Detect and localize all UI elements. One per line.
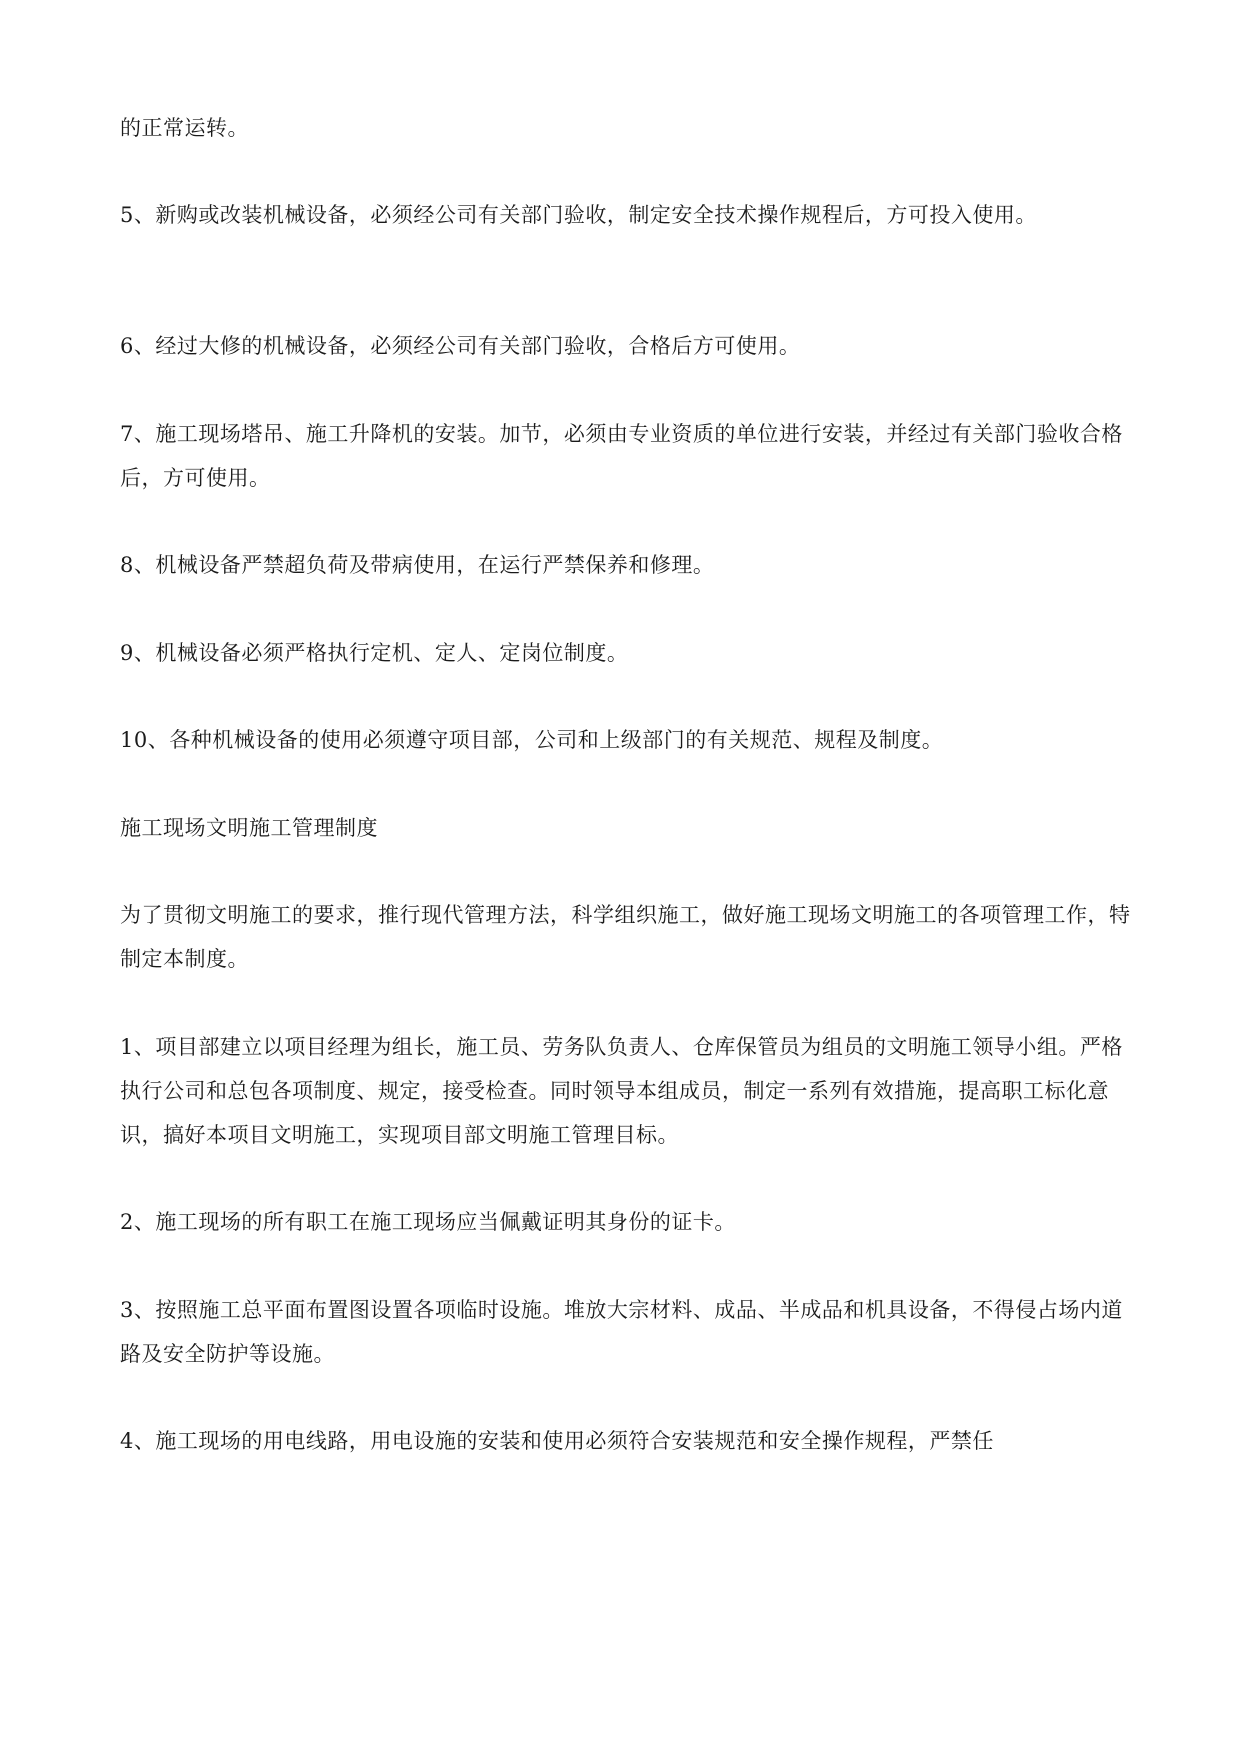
section-intro-paragraph: 为了贯彻文明施工的要求，推行现代管理方法，科学组织施工，做好施工现场文明施工的各项管理工作，特制定本制度。 xyxy=(120,903,1131,971)
section-item-3: 3、按照施工总平面布置图设置各项临时设施。堆放大宗材料、成品、半成品和机具设备，不得侵占场内道路及安全防护等设施。 xyxy=(120,1298,1123,1366)
paragraph-continuation: 的正常运转。 xyxy=(120,116,249,140)
section-heading: 施工现场文明施工管理制度 xyxy=(120,816,378,840)
paragraph-item-6: 6、经过大修的机械设备，必须经公司有关部门验收，合格后方可使用。 xyxy=(120,334,801,358)
paragraph-item-5: 5、新购或改装机械设备，必须经公司有关部门验收，制定安全技术操作规程后，方可投入使用。 xyxy=(120,203,1037,227)
section-item-4: 4、施工现场的用电线路，用电设施的安装和使用必须符合安装规范和安全操作规程，严禁任 xyxy=(120,1429,994,1453)
section-item-2: 2、施工现场的所有职工在施工现场应当佩戴证明其身份的证卡。 xyxy=(120,1210,736,1234)
section-item-1: 1、项目部建立以项目经理为组长，施工员、劳务队负责人、仓库保管员为组员的文明施工领导小组。严格执行公司和总包各项制度、规定，接受检查。同时领导本组成员，制定一系列有效措施，提高职工标化意识，搞好本项目文明施工，实现项目部文明施工管理目标。 xyxy=(120,1035,1123,1147)
paragraph-item-10: 10、各种机械设备的使用必须遵守项目部，公司和上级部门的有关规范、规程及制度。 xyxy=(120,728,944,752)
paragraph-item-8: 8、机械设备严禁超负荷及带病使用，在运行严禁保养和修理。 xyxy=(120,553,715,577)
paragraph-item-7: 7、施工现场塔吊、施工升降机的安装。加节，必须由专业资质的单位进行安装，并经过有关部门验收合格后，方可使用。 xyxy=(120,422,1123,490)
paragraph-item-9: 9、机械设备必须严格执行定机、定人、定岗位制度。 xyxy=(120,641,629,665)
